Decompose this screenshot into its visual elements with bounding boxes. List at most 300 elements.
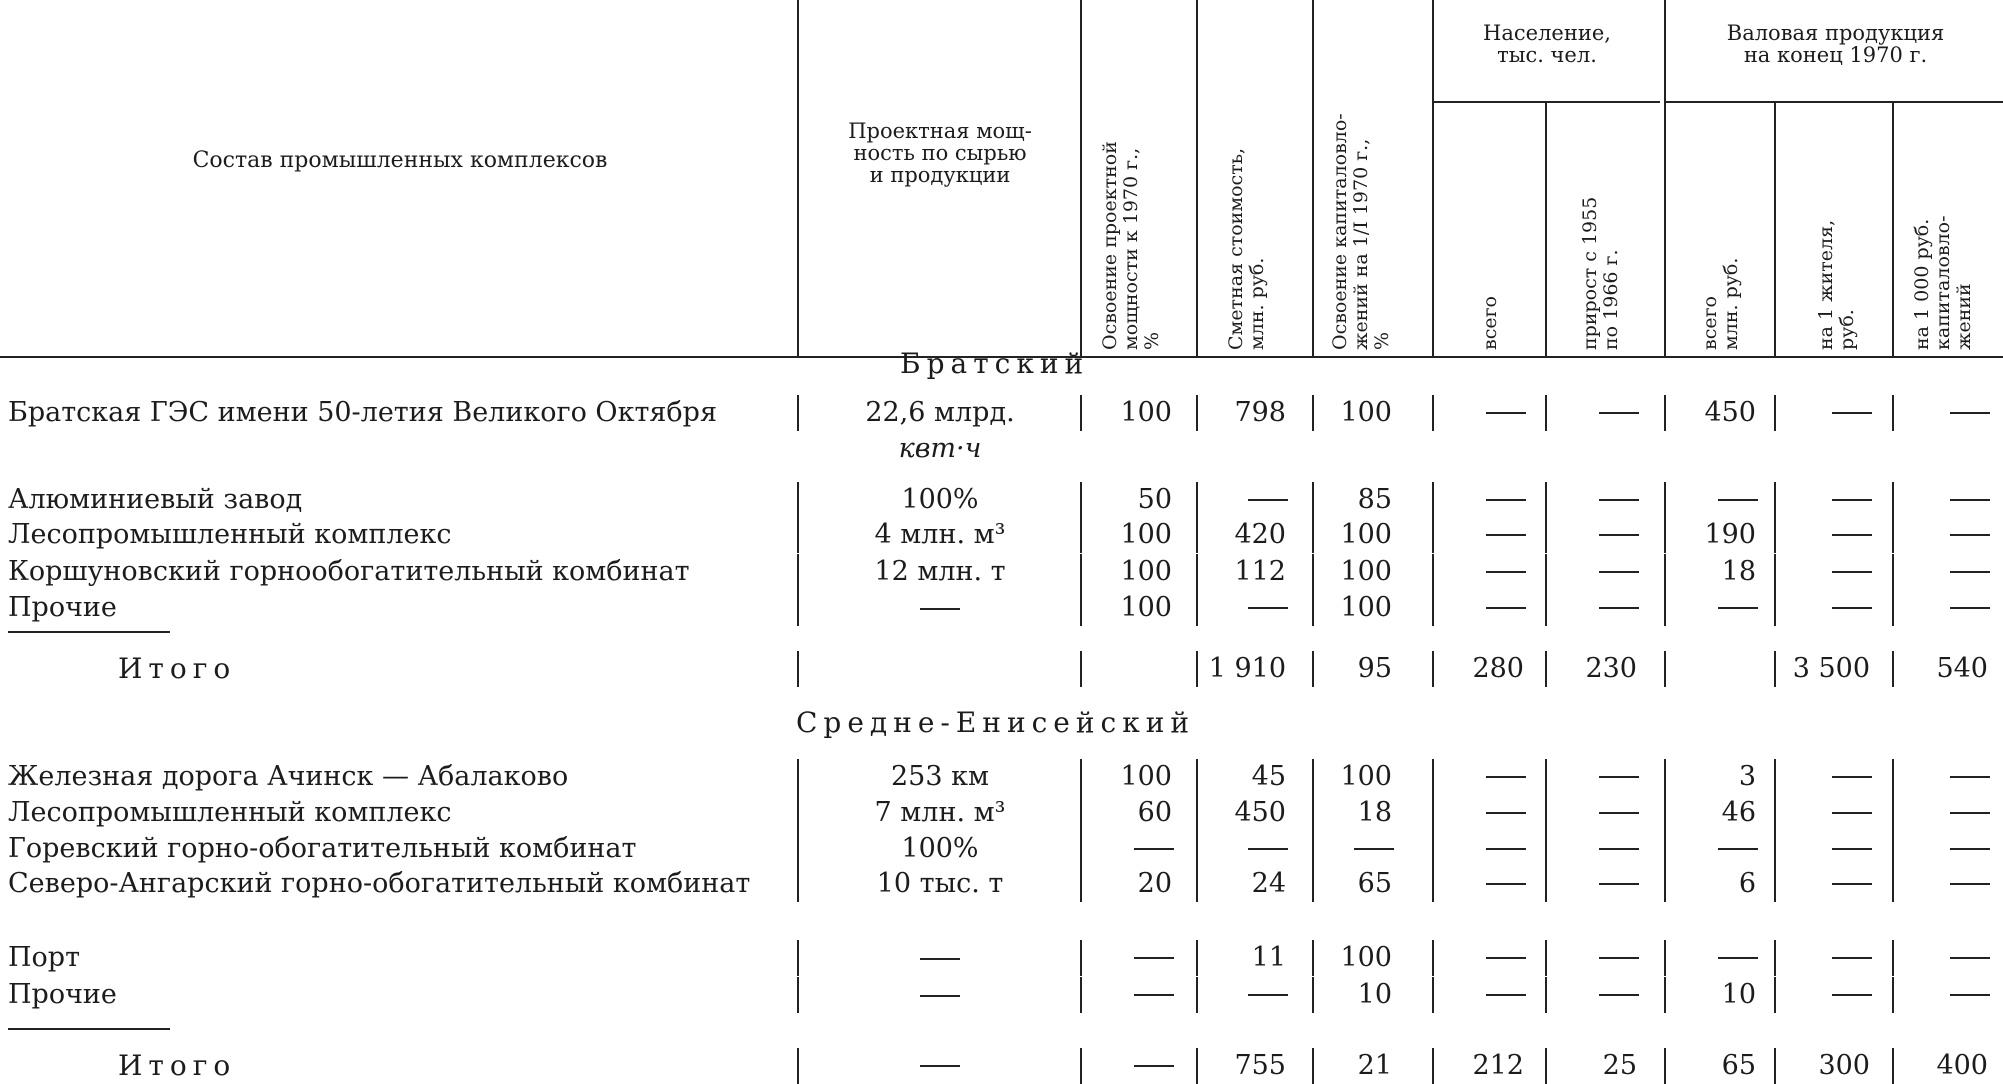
rule bbox=[1664, 554, 1666, 590]
pop_total-cell bbox=[1436, 482, 1536, 518]
dash-mark bbox=[1486, 412, 1526, 414]
dash-mark bbox=[1950, 607, 1990, 609]
dash-mark bbox=[1599, 957, 1639, 959]
output_total-cell bbox=[1668, 940, 1768, 976]
dash-mark bbox=[1832, 412, 1872, 414]
dash-mark bbox=[1832, 957, 1872, 959]
rule bbox=[1545, 977, 1547, 1013]
dash-mark bbox=[1486, 607, 1526, 609]
pop_total-cell bbox=[1436, 866, 1536, 902]
pop_growth-cell bbox=[1549, 482, 1649, 518]
rule bbox=[1664, 795, 1666, 831]
rule bbox=[1664, 590, 1666, 626]
header-output-total: всего млн. руб. bbox=[1699, 257, 1742, 350]
rule bbox=[1664, 977, 1666, 1013]
rule bbox=[1196, 651, 1198, 687]
rule bbox=[1774, 940, 1776, 976]
section-title-sredne-eniseysky: Средне-Енисейский bbox=[796, 706, 1196, 739]
per_resident-cell bbox=[1778, 866, 1882, 902]
dash-mark bbox=[1718, 607, 1758, 609]
rule bbox=[1774, 795, 1776, 831]
dash-mark bbox=[1950, 848, 1990, 850]
rule bbox=[1664, 0, 1666, 358]
per_1000-cell bbox=[1896, 554, 2000, 590]
rule bbox=[1432, 0, 1434, 358]
rule bbox=[1312, 0, 1314, 358]
rule bbox=[797, 1048, 799, 1084]
capacity-value: 4 млн. м³ bbox=[874, 519, 1006, 550]
dash-mark bbox=[1599, 412, 1639, 414]
dash-mark bbox=[1599, 607, 1639, 609]
rule bbox=[1196, 554, 1198, 590]
dash-mark bbox=[1599, 848, 1639, 850]
mastery-cell bbox=[1084, 940, 1184, 976]
rule bbox=[1312, 1048, 1314, 1084]
dash-mark bbox=[1832, 607, 1872, 609]
rule bbox=[1545, 517, 1547, 553]
cost-cell: 798 bbox=[1234, 397, 1286, 428]
capacity-value: 253 км bbox=[891, 761, 989, 792]
rule bbox=[1312, 977, 1314, 1013]
header-mastery-1970: Освоение проектной мощности к 1970 г., % bbox=[1099, 141, 1163, 350]
rule bbox=[1312, 866, 1314, 902]
row-name: Горевский горно-обогатительный комбинат bbox=[8, 833, 637, 864]
rule bbox=[1196, 831, 1198, 867]
dash-mark bbox=[1599, 534, 1639, 536]
header-output-per-resident: на 1 жителя, руб. bbox=[1815, 219, 1858, 350]
rule bbox=[1664, 395, 1666, 431]
mastery-cell: 100 bbox=[1120, 556, 1172, 587]
rule bbox=[1196, 395, 1198, 431]
rule bbox=[1892, 759, 1894, 795]
dash-mark bbox=[1248, 499, 1288, 501]
investment-cell: 18 bbox=[1357, 797, 1392, 828]
pop_growth-cell bbox=[1549, 866, 1649, 902]
investment-cell: 100 bbox=[1340, 397, 1392, 428]
rule bbox=[797, 482, 799, 518]
rule bbox=[1892, 866, 1894, 902]
cost-cell bbox=[1200, 831, 1298, 867]
per_1000-cell bbox=[1896, 517, 2000, 553]
dash-mark bbox=[1832, 499, 1872, 501]
cost-cell: 24 bbox=[1251, 868, 1286, 899]
investment-cell: 95 bbox=[1357, 653, 1392, 684]
dash-mark bbox=[1950, 883, 1990, 885]
rule bbox=[1080, 1048, 1082, 1084]
header-population-group: Население, тыс. чел. bbox=[1483, 21, 1611, 67]
rule bbox=[1432, 940, 1434, 976]
rule bbox=[1432, 517, 1434, 553]
rule bbox=[797, 831, 799, 867]
rule bbox=[1774, 590, 1776, 626]
rule bbox=[1774, 517, 1776, 553]
rule bbox=[1892, 103, 1894, 358]
dash-mark bbox=[1248, 994, 1288, 996]
row-name: Железная дорога Ачинск — Абалаково bbox=[8, 761, 569, 792]
investment-cell: 10 bbox=[1357, 979, 1392, 1010]
rule bbox=[1774, 831, 1776, 867]
dash-mark bbox=[1718, 848, 1758, 850]
output_total-cell: 65 bbox=[1721, 1050, 1756, 1081]
investment-cell: 100 bbox=[1340, 519, 1392, 550]
rule bbox=[1196, 482, 1198, 518]
capacity-value: 10 тыс. т bbox=[876, 868, 1004, 899]
rule bbox=[1432, 977, 1434, 1013]
rule bbox=[1432, 554, 1434, 590]
rule bbox=[1774, 866, 1776, 902]
rule bbox=[1196, 759, 1198, 795]
rule bbox=[1664, 1048, 1666, 1084]
rule bbox=[1196, 795, 1198, 831]
investment-cell: 65 bbox=[1357, 868, 1392, 899]
rule bbox=[1892, 395, 1894, 431]
rule bbox=[797, 651, 799, 687]
row-name: Алюминиевый завод bbox=[8, 484, 303, 515]
rule bbox=[1080, 482, 1082, 518]
mastery-cell bbox=[1084, 831, 1184, 867]
rule bbox=[1664, 831, 1666, 867]
rule bbox=[1196, 866, 1198, 902]
dash-mark bbox=[1354, 848, 1394, 850]
dash-mark bbox=[1832, 571, 1872, 573]
cost-cell: 11 bbox=[1251, 942, 1286, 973]
dash-mark bbox=[1134, 1065, 1174, 1067]
rule bbox=[1080, 831, 1082, 867]
mastery-cell: 50 bbox=[1137, 484, 1172, 515]
row-name: Братская ГЭС имени 50-летия Великого Октября bbox=[8, 397, 717, 428]
dash-mark bbox=[1486, 994, 1526, 996]
output_total-cell bbox=[1668, 482, 1768, 518]
dash-mark bbox=[1248, 607, 1288, 609]
investment-cell bbox=[1316, 831, 1404, 867]
per_resident-cell bbox=[1778, 517, 1882, 553]
capacity-cell bbox=[805, 759, 1075, 795]
header-composition: Состав промышленных комплексов bbox=[192, 148, 608, 173]
rule bbox=[1312, 517, 1314, 553]
per_resident-cell bbox=[1778, 554, 1882, 590]
capacity-value: 22,6 млрд. bbox=[865, 397, 1015, 428]
rule bbox=[1774, 103, 1776, 358]
rule bbox=[1774, 554, 1776, 590]
pop_growth-cell bbox=[1549, 395, 1649, 431]
cost-cell bbox=[1200, 590, 1298, 626]
dash-mark bbox=[1486, 571, 1526, 573]
pop_total-cell bbox=[1436, 831, 1536, 867]
pop_growth-cell bbox=[1549, 590, 1649, 626]
rule bbox=[1312, 395, 1314, 431]
capacity-cell bbox=[805, 1048, 1075, 1084]
investment-cell: 100 bbox=[1340, 556, 1392, 587]
per_1000-cell bbox=[1896, 795, 2000, 831]
per_resident-cell bbox=[1778, 482, 1882, 518]
cost-cell bbox=[1200, 482, 1298, 518]
pop_total-cell: 212 bbox=[1472, 1050, 1524, 1081]
capacity-cell bbox=[805, 866, 1075, 902]
rule bbox=[1892, 831, 1894, 867]
output_total-cell bbox=[1668, 590, 1768, 626]
mastery-cell bbox=[1084, 1048, 1184, 1084]
rule bbox=[1432, 590, 1434, 626]
row-name: Коршуновский горнообогатительный комбинат bbox=[8, 556, 690, 587]
rule bbox=[797, 554, 799, 590]
per_1000-cell bbox=[1896, 482, 2000, 518]
pop_growth-cell bbox=[1549, 831, 1649, 867]
output_total-cell bbox=[1668, 831, 1768, 867]
capacity-cell bbox=[805, 940, 1075, 976]
mastery-cell: 20 bbox=[1137, 868, 1172, 899]
dash-mark bbox=[1950, 994, 1990, 996]
rule bbox=[1196, 1048, 1198, 1084]
rule bbox=[1080, 866, 1082, 902]
header-capacity: Проектная мощ- ность по сырью и продукции bbox=[848, 119, 1032, 187]
rule bbox=[1892, 554, 1894, 590]
pop_total-cell bbox=[1436, 940, 1536, 976]
pop_total-cell bbox=[1436, 517, 1536, 553]
rule bbox=[1080, 759, 1082, 795]
rule bbox=[1432, 651, 1434, 687]
dash-mark bbox=[1599, 776, 1639, 778]
capacity-cell bbox=[805, 554, 1075, 590]
capacity-cell bbox=[805, 517, 1075, 553]
rule bbox=[1545, 940, 1547, 976]
pop_total-cell: 280 bbox=[1472, 653, 1524, 684]
rule bbox=[1432, 482, 1434, 518]
dash-mark bbox=[1486, 499, 1526, 501]
per_1000-cell: 400 bbox=[1936, 1050, 1988, 1081]
cost-cell: 45 bbox=[1251, 761, 1286, 792]
rule bbox=[1892, 651, 1894, 687]
rule bbox=[797, 517, 799, 553]
capacity-cell bbox=[805, 977, 1075, 1013]
per_1000-cell bbox=[1896, 940, 2000, 976]
output_total-cell: 18 bbox=[1721, 556, 1756, 587]
rule bbox=[1312, 651, 1314, 687]
rule bbox=[1545, 651, 1547, 687]
rule bbox=[1196, 517, 1198, 553]
dash-mark bbox=[1134, 957, 1174, 959]
capacity-cell bbox=[805, 482, 1075, 518]
rule bbox=[1892, 977, 1894, 1013]
row-name: Прочие bbox=[8, 979, 117, 1010]
capacity-value: 100% bbox=[901, 833, 979, 864]
rule bbox=[1664, 482, 1666, 518]
capacity-value: 7 млн. м³ bbox=[874, 797, 1006, 828]
dash-mark bbox=[1950, 957, 1990, 959]
dash-mark bbox=[1832, 848, 1872, 850]
rule bbox=[1664, 101, 2003, 103]
pop_growth-cell bbox=[1549, 940, 1649, 976]
output_total-cell: 46 bbox=[1721, 797, 1756, 828]
dash-mark bbox=[1718, 499, 1758, 501]
rule bbox=[1080, 395, 1082, 431]
pop_growth-cell bbox=[1549, 977, 1649, 1013]
rule bbox=[1080, 517, 1082, 553]
rule bbox=[797, 866, 799, 902]
rule bbox=[1196, 0, 1198, 358]
dash-mark bbox=[1599, 994, 1639, 996]
output_total-cell: 3 bbox=[1738, 761, 1756, 792]
per_resident-cell bbox=[1778, 590, 1882, 626]
output_total-cell: 190 bbox=[1704, 519, 1756, 550]
rule bbox=[1892, 482, 1894, 518]
header-population-growth: прирост с 1955 по 1966 г. bbox=[1579, 196, 1622, 350]
rule bbox=[1892, 940, 1894, 976]
dash-mark bbox=[1599, 571, 1639, 573]
rule bbox=[1312, 482, 1314, 518]
subtotal-rule bbox=[8, 1028, 170, 1030]
cost-cell bbox=[1200, 977, 1298, 1013]
output_total-cell: 450 bbox=[1704, 397, 1756, 428]
row-name: Лесопромышленный комплекс bbox=[8, 797, 452, 828]
cost-cell: 420 bbox=[1234, 519, 1286, 550]
rule bbox=[1080, 590, 1082, 626]
rule bbox=[1312, 831, 1314, 867]
per_1000-cell bbox=[1896, 977, 2000, 1013]
rule bbox=[797, 0, 799, 358]
rule bbox=[1080, 651, 1082, 687]
dash-mark bbox=[1950, 812, 1990, 814]
mastery-cell: 100 bbox=[1120, 592, 1172, 623]
rule bbox=[1312, 940, 1314, 976]
row-name: Лесопромышленный комплекс bbox=[8, 519, 452, 550]
rule bbox=[1196, 977, 1198, 1013]
per_resident-cell: 300 bbox=[1818, 1050, 1870, 1081]
pop_total-cell bbox=[1436, 395, 1536, 431]
dash-mark bbox=[1134, 994, 1174, 996]
rule bbox=[1312, 795, 1314, 831]
dash-mark bbox=[1599, 499, 1639, 501]
pop_growth-cell bbox=[1549, 517, 1649, 553]
investment-cell: 21 bbox=[1357, 1050, 1392, 1081]
total-label: Итого bbox=[118, 652, 237, 685]
per_resident-cell: 3 500 bbox=[1792, 653, 1870, 684]
rule bbox=[1892, 795, 1894, 831]
per_resident-cell bbox=[1778, 795, 1882, 831]
per_1000-cell bbox=[1896, 831, 2000, 867]
dash-mark bbox=[1950, 499, 1990, 501]
per_resident-cell bbox=[1778, 940, 1882, 976]
pop_total-cell bbox=[1436, 977, 1536, 1013]
rule bbox=[1080, 795, 1082, 831]
mastery-cell bbox=[1084, 977, 1184, 1013]
rule bbox=[1312, 590, 1314, 626]
output_total-cell: 10 bbox=[1721, 979, 1756, 1010]
rule bbox=[1080, 977, 1082, 1013]
rule bbox=[1080, 940, 1082, 976]
cost-cell: 450 bbox=[1234, 797, 1286, 828]
rule bbox=[1774, 759, 1776, 795]
dash-mark bbox=[1832, 534, 1872, 536]
rule bbox=[1080, 554, 1082, 590]
rule bbox=[1892, 1048, 1894, 1084]
dash-mark bbox=[1950, 776, 1990, 778]
capacity-cell bbox=[805, 795, 1075, 831]
dash-mark bbox=[1486, 812, 1526, 814]
header-estimated-cost: Сметная стоимость, млн. руб. bbox=[1225, 147, 1268, 350]
rule bbox=[1432, 759, 1434, 795]
capacity-value: 12 млн. т bbox=[874, 556, 1006, 587]
per_1000-cell bbox=[1896, 395, 2000, 431]
per_1000-cell bbox=[1896, 866, 2000, 902]
dash-mark bbox=[1599, 812, 1639, 814]
dash-mark bbox=[1832, 776, 1872, 778]
rule bbox=[1545, 395, 1547, 431]
dash-mark bbox=[920, 1065, 960, 1067]
dash-mark bbox=[1486, 534, 1526, 536]
output_total-cell: 6 bbox=[1738, 868, 1756, 899]
row-name: Северо-Ангарский горно-обогатительный комбинат bbox=[8, 868, 751, 899]
rule bbox=[797, 795, 799, 831]
cost-cell: 1 910 bbox=[1208, 653, 1286, 684]
rule bbox=[797, 395, 799, 431]
rule bbox=[797, 940, 799, 976]
capacity-unit: квт·ч bbox=[898, 433, 982, 464]
rule bbox=[1432, 831, 1434, 867]
rule bbox=[1545, 795, 1547, 831]
rule bbox=[1664, 517, 1666, 553]
row-name: Прочие bbox=[8, 592, 117, 623]
investment-cell: 100 bbox=[1340, 942, 1392, 973]
dash-mark bbox=[1486, 776, 1526, 778]
dash-mark bbox=[1134, 848, 1174, 850]
mastery-cell: 100 bbox=[1120, 519, 1172, 550]
rule bbox=[1545, 590, 1547, 626]
dash-mark bbox=[920, 608, 960, 610]
rule bbox=[1432, 1048, 1434, 1084]
capacity-cell bbox=[805, 831, 1075, 867]
per_1000-cell bbox=[1896, 759, 2000, 795]
rule bbox=[1892, 517, 1894, 553]
rule bbox=[1432, 866, 1434, 902]
dash-mark bbox=[1486, 957, 1526, 959]
rule bbox=[1545, 1048, 1547, 1084]
row-name: Порт bbox=[8, 942, 81, 973]
per_resident-cell bbox=[1778, 759, 1882, 795]
rule bbox=[1196, 590, 1198, 626]
dash-mark bbox=[920, 958, 960, 960]
pop_total-cell bbox=[1436, 795, 1536, 831]
pop_growth-cell: 230 bbox=[1585, 653, 1637, 684]
rule bbox=[1774, 482, 1776, 518]
pop_growth-cell bbox=[1549, 795, 1649, 831]
capacity-value: 100% bbox=[901, 484, 979, 515]
dash-mark bbox=[920, 995, 960, 997]
rule bbox=[1312, 554, 1314, 590]
pop_total-cell bbox=[1436, 759, 1536, 795]
rule bbox=[1774, 1048, 1776, 1084]
rule bbox=[1664, 651, 1666, 687]
dash-mark bbox=[1718, 957, 1758, 959]
pop_growth-cell bbox=[1549, 759, 1649, 795]
pop_growth-cell bbox=[1549, 554, 1649, 590]
per_1000-cell bbox=[1896, 590, 2000, 626]
rule bbox=[1545, 831, 1547, 867]
rule bbox=[1196, 940, 1198, 976]
rule bbox=[1080, 0, 1082, 358]
cost-cell: 755 bbox=[1234, 1050, 1286, 1081]
dash-mark bbox=[1832, 883, 1872, 885]
per_resident-cell bbox=[1778, 977, 1882, 1013]
rule bbox=[1432, 101, 1660, 103]
header-gross-output-group: Валовая продукция на конец 1970 г. bbox=[1726, 21, 1945, 67]
dash-mark bbox=[1599, 883, 1639, 885]
rule bbox=[797, 759, 799, 795]
per_1000-cell: 540 bbox=[1936, 653, 1988, 684]
dash-mark bbox=[1950, 412, 1990, 414]
rule bbox=[1774, 395, 1776, 431]
rule bbox=[1545, 482, 1547, 518]
per_resident-cell bbox=[1778, 831, 1882, 867]
